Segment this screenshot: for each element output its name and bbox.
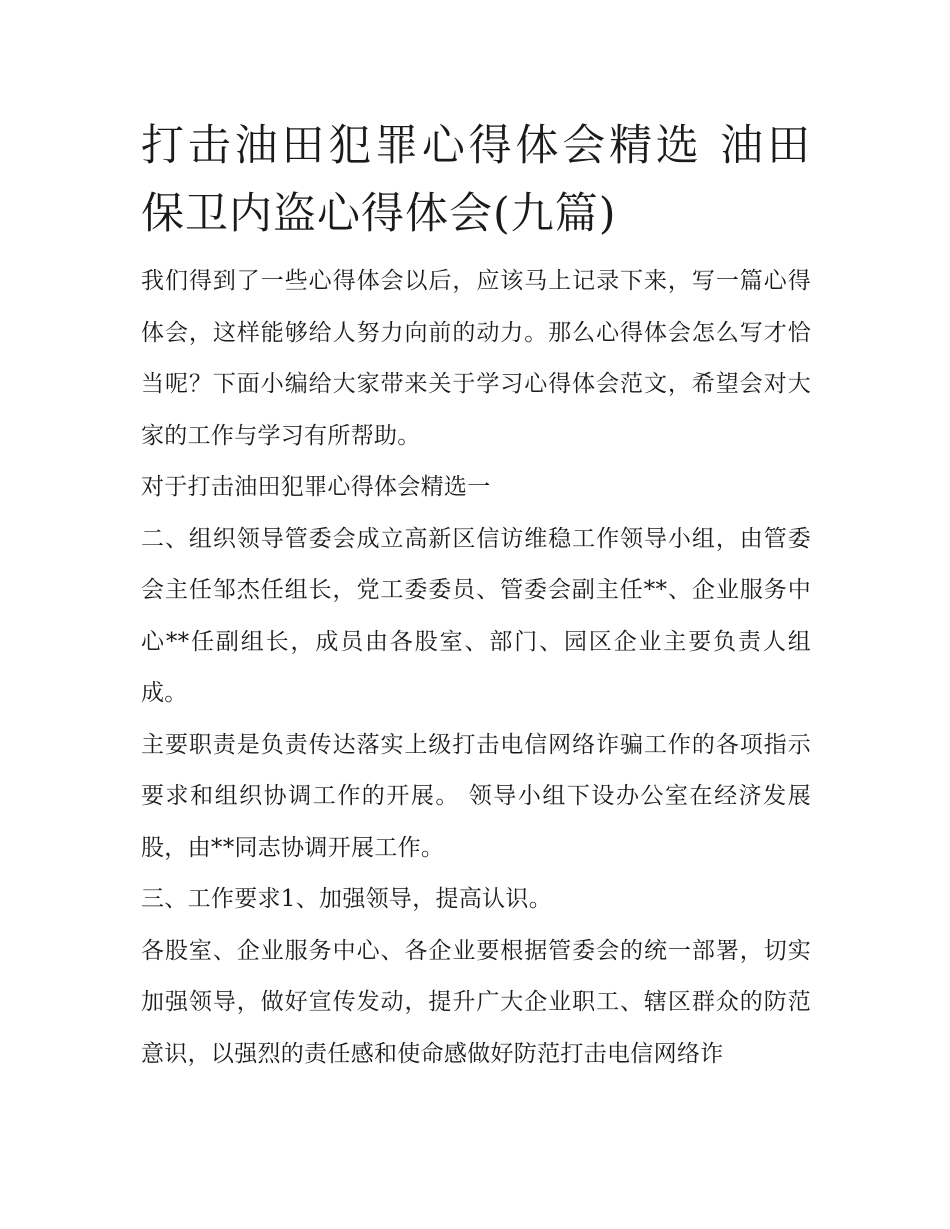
requirements-paragraph: 各股室、企业服务中心、各企业要根据管委会的统一部署，切实加强领导，做好宣传发动，提升广大企业职工、辖区群众的防范意识，以强烈的责任感和使命感做好防范打击电信网络诈 [141, 937, 811, 1067]
intro-paragraph: 我们得到了一些心得体会以后，应该马上记录下来，写一篇心得体会，这样能够给人努力向前的动力。那么心得体会怎么写才恰当呢？下面小编给大家带来关于学习心得体会范文，希望会对大家的工作与学习有所帮助。 [141, 268, 811, 449]
responsibility-paragraph: 主要职责是负责传达落实上级打击电信网络诈骗工作的各项指示要求和组织协调工作的开展。 领导小组下设办公室在经济发展股，由**同志协调开展工作。 [141, 731, 811, 861]
document-title: 打击油田犯罪心得体会精选 油田保卫内盗心得体会(九篇) [141, 121, 811, 239]
section-heading-1: 对于打击油田犯罪心得体会精选一 [141, 474, 491, 500]
document-page [141, 112, 811, 1080]
requirements-heading: 三、工作要求1、加强领导，提高认识。 [141, 886, 553, 912]
organization-paragraph: 二、组织领导管委会成立高新区信访维稳工作领导小组，由管委会主任邹杰任组长，党工委委员、管委会副主任**、企业服务中心**任副组长，成员由各股室、部门、园区企业主要负责人组成。 [141, 525, 811, 706]
